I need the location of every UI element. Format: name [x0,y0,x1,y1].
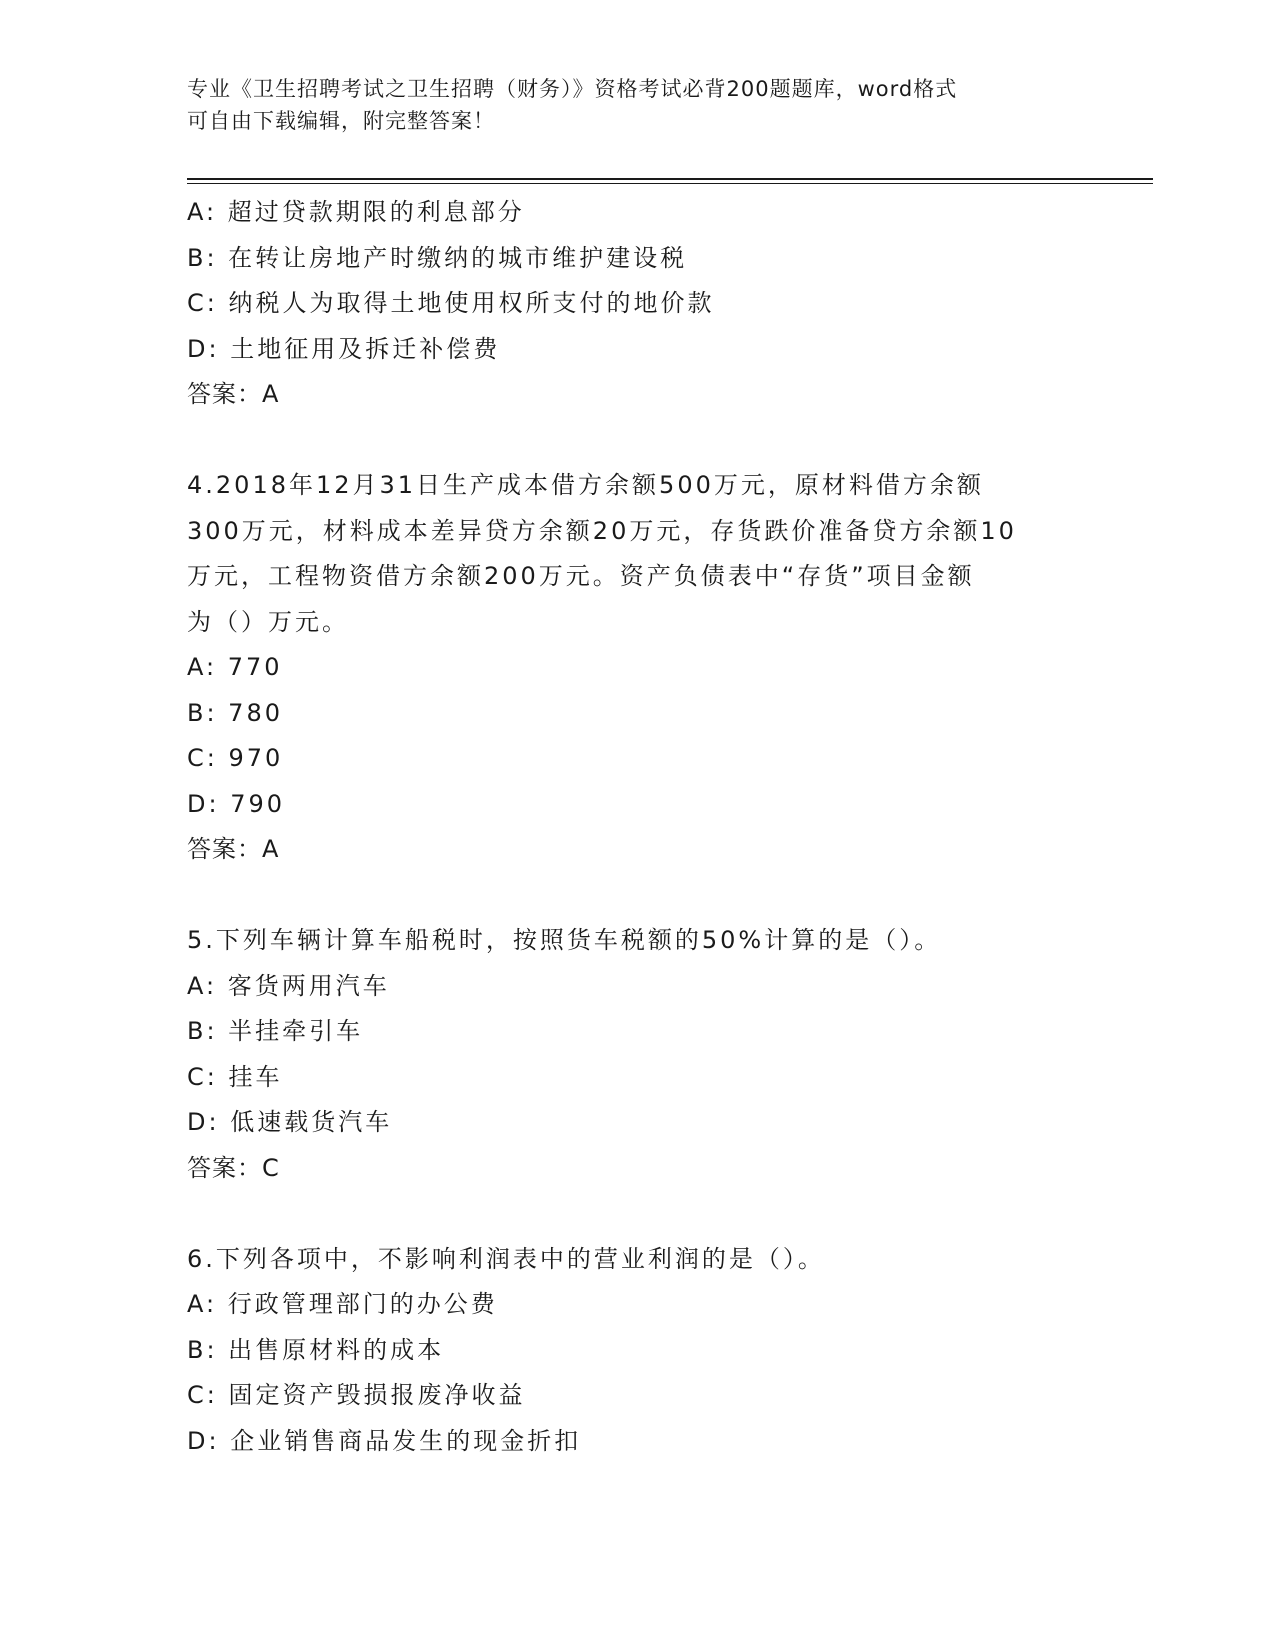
q4-stem-line-2: 300万元，材料成本差异贷方余额20万元，存货跌价准备贷方余额10 [187,516,1017,545]
q6-option-b: B: 出售原材料的成本 [187,1335,445,1364]
q3-answer: 答案：A [187,380,280,408]
question-6 [187,1237,1087,1465]
q6-option-a: A: 行政管理部门的办公费 [187,1290,498,1318]
q4-option-c: C: 970 [187,744,284,772]
q5-stem: 5.下列车辆计算车船税时，按照货车税额的50%计算的是（）。 [187,926,942,954]
q6-option-d: D: 企业销售商品发生的现金折扣 [187,1426,582,1455]
q3-option-d: D: 土地征用及拆迁补偿费 [187,334,501,363]
header-divider-thick [187,178,1153,180]
q4-answer: 答案：A [187,835,280,863]
q5-option-b: B: 半挂牵引车 [187,1017,364,1045]
q4-stem-line-1: 4.2018年12月31日生产成本借方余额500万元，原材料借方余额 [187,471,984,499]
question-content [187,190,1087,1464]
spacer [187,1191,1087,1237]
q4-stem-line-4: 为（）万元。 [187,607,349,636]
question-4 [187,463,1087,873]
q5-answer: 答案：C [187,1153,280,1182]
spacer [187,873,1087,919]
q6-stem: 6.下列各项中，不影响利润表中的营业利润的是（）。 [187,1244,825,1273]
q4-option-b: B: 780 [187,698,283,727]
header-line-2: 可自由下载编辑，附完整答案！ [187,109,495,133]
spacer [187,418,1087,464]
q3-option-b: B: 在转让房地产时缴纳的城市维护建设税 [187,243,688,272]
q6-option-c: C: 固定资产毁损报废净收益 [187,1381,526,1409]
q5-option-c: C: 挂车 [187,1062,283,1091]
question-5 [187,918,1087,1191]
q5-option-a: A: 客货两用汽车 [187,971,390,1000]
q4-stem-line-3: 万元，工程物资借方余额200万元。资产负债表中“存货”项目金额 [187,562,975,590]
q5-option-d: D: 低速载货汽车 [187,1108,393,1136]
q4-option-d: D: 790 [187,789,286,818]
q3-option-a: A: 超过贷款期限的利息部分 [187,198,525,226]
header-divider-thin [187,183,1153,184]
document-header [187,73,1087,137]
header-line-1: 专业《卫生招聘考试之卫生招聘（财务）》资格考试必背200题题库，word格式 [187,77,958,101]
question-3 [187,190,1087,418]
q3-option-c: C: 纳税人为取得土地使用权所支付的地价款 [187,289,715,317]
q4-option-a: A: 770 [187,653,283,681]
